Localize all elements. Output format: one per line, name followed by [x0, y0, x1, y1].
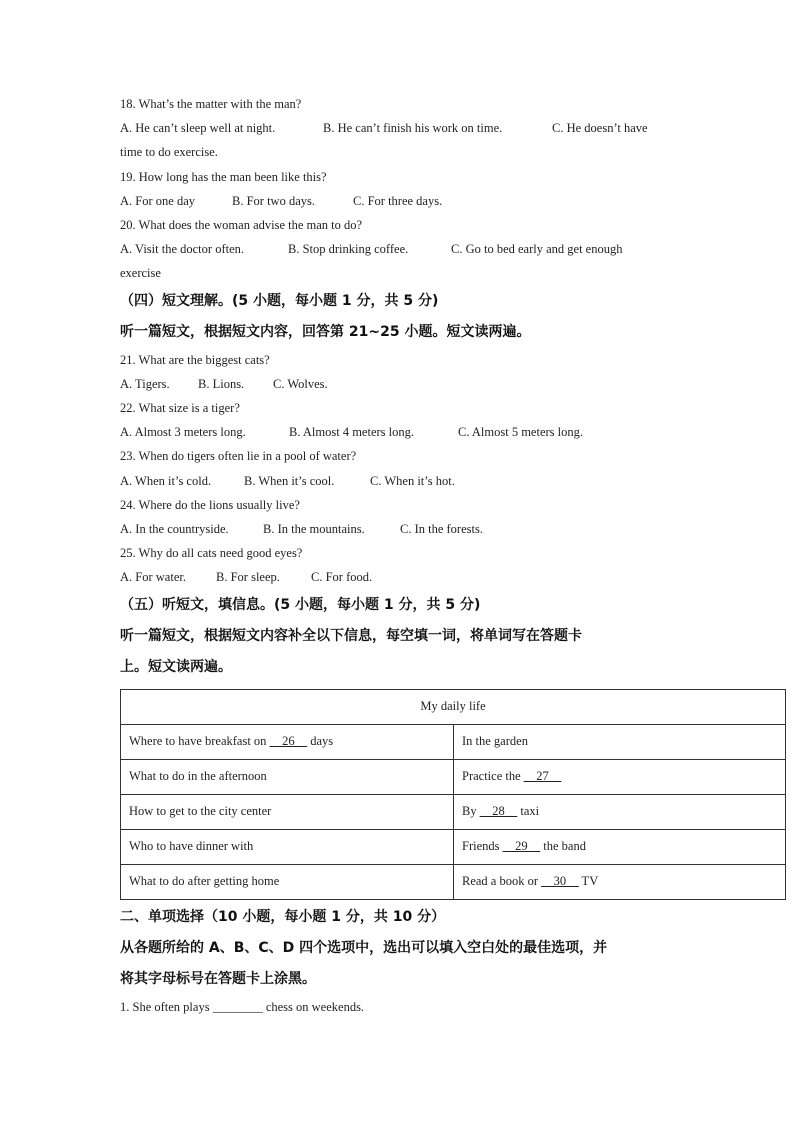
table-row — [121, 864, 786, 899]
question-20-options — [120, 237, 790, 261]
option-b: B. He can’t finish his work on time. — [323, 121, 503, 136]
table-cell-right: By __28__ taxi — [454, 794, 786, 829]
option-c: C. For three days. — [353, 193, 443, 208]
option-a: A. For water. — [120, 570, 186, 585]
table-cell-right: Friends __29__ the band — [454, 829, 786, 864]
option-c: C. In the forests. — [400, 522, 483, 537]
option-a: A. In the countryside. — [120, 522, 229, 537]
table-title: My daily life — [121, 689, 786, 724]
part-2-instruction-1: 从各题所给的 A、B、C、D 四个选项中，选出可以填入空白处的最佳选项，并 — [120, 939, 608, 956]
option-c-continued: time to do exercise. — [120, 145, 218, 160]
question-19-options — [120, 189, 790, 213]
table-cell-left: Where to have breakfast on __26__ days — [121, 724, 454, 759]
option-a: A. When it’s cold. — [120, 473, 212, 488]
option-a: A. For one day — [120, 193, 195, 208]
option-a: A. Tigers. — [120, 376, 170, 391]
blank-26: __26__ — [269, 734, 308, 749]
table-cell-left: How to get to the city center — [121, 794, 454, 829]
option-b: B. When it’s cool. — [244, 473, 335, 488]
blank-30: __30__ — [541, 874, 579, 889]
blank-27: __27__ — [523, 769, 562, 784]
table-cell-left: What to do after getting home — [121, 864, 454, 899]
option-b: B. In the mountains. — [263, 522, 365, 537]
option-a: A. Almost 3 meters long. — [120, 425, 246, 440]
table-cell-left: Who to have dinner with — [121, 829, 454, 864]
table-title-row — [121, 689, 786, 724]
question-25: 25. Why do all cats need good eyes? — [120, 546, 303, 561]
option-b: B. Almost 4 meters long. — [289, 425, 414, 440]
section-5-heading: （五）听短文，填信息。(5 小题，每小题 1 分，共 5 分) — [120, 596, 481, 613]
table-cell-left: What to do in the afternoon — [121, 759, 454, 794]
section-4-heading: （四）短文理解。(5 小题，每小题 1 分，共 5 分) — [120, 292, 439, 309]
question-24-options — [120, 517, 790, 541]
option-a: A. Visit the doctor often. — [120, 242, 244, 257]
option-c: C. For food. — [311, 570, 373, 585]
question-22: 22. What size is a tiger? — [120, 401, 240, 416]
part-2-instruction-2: 将其字母标号在答题卡上涂黑。 — [120, 970, 316, 987]
blank-29: __29__ — [502, 839, 541, 854]
exam-page — [120, 92, 790, 1019]
question-23: 23. When do tigers often lie in a pool of water? — [120, 449, 357, 464]
table-row — [121, 794, 786, 829]
question-23-options — [120, 469, 790, 493]
section-5-instruction-1: 听一篇短文，根据短文内容补全以下信息，每空填一词，将单词写在答题卡 — [120, 627, 582, 644]
table-cell-right: In the garden — [454, 724, 786, 759]
question-22-options — [120, 420, 790, 444]
option-b: B. Stop drinking coffee. — [288, 242, 409, 257]
option-c: C. Wolves. — [273, 376, 328, 391]
question-19: 19. How long has the man been like this? — [120, 169, 327, 184]
option-b: B. For sleep. — [216, 570, 280, 585]
option-b: B. For two days. — [232, 193, 315, 208]
option-c: C. He doesn’t have — [552, 121, 648, 136]
table-row — [121, 724, 786, 759]
part-2-heading: 二、单项选择（10 小题，每小题 1 分，共 10 分） — [120, 908, 446, 925]
option-c: C. When it’s hot. — [370, 473, 455, 488]
question-25-options — [120, 565, 790, 589]
option-b: B. Lions. — [198, 376, 245, 391]
question-18-options — [120, 116, 790, 140]
table-cell-right: Read a book or __30__ TV — [454, 864, 786, 899]
table-row — [121, 759, 786, 794]
table-cell-right: Practice the __27__ — [454, 759, 786, 794]
question-21: 21. What are the biggest cats? — [120, 352, 270, 367]
blank-28: __28__ — [479, 804, 518, 819]
section-4-instruction: 听一篇短文，根据短文内容，回答第 21~25 小题。短文读两遍。 — [120, 323, 531, 340]
option-c: C. Go to bed early and get enough — [451, 242, 623, 257]
question-1: 1. She often plays ________ chess on weekends. — [120, 999, 365, 1014]
question-24: 24. Where do the lions usually live? — [120, 497, 300, 512]
option-c-continued: exercise — [120, 266, 161, 281]
option-a: A. He can’t sleep well at night. — [120, 121, 276, 136]
option-c: C. Almost 5 meters long. — [458, 425, 583, 440]
question-21-options — [120, 372, 790, 396]
table-row — [121, 829, 786, 864]
info-table — [120, 689, 786, 900]
question-20: 20. What does the woman advise the man to do? — [120, 218, 363, 233]
question-18: 18. What’s the matter with the man? — [120, 97, 302, 111]
section-5-instruction-2: 上。短文读两遍。 — [120, 658, 232, 675]
